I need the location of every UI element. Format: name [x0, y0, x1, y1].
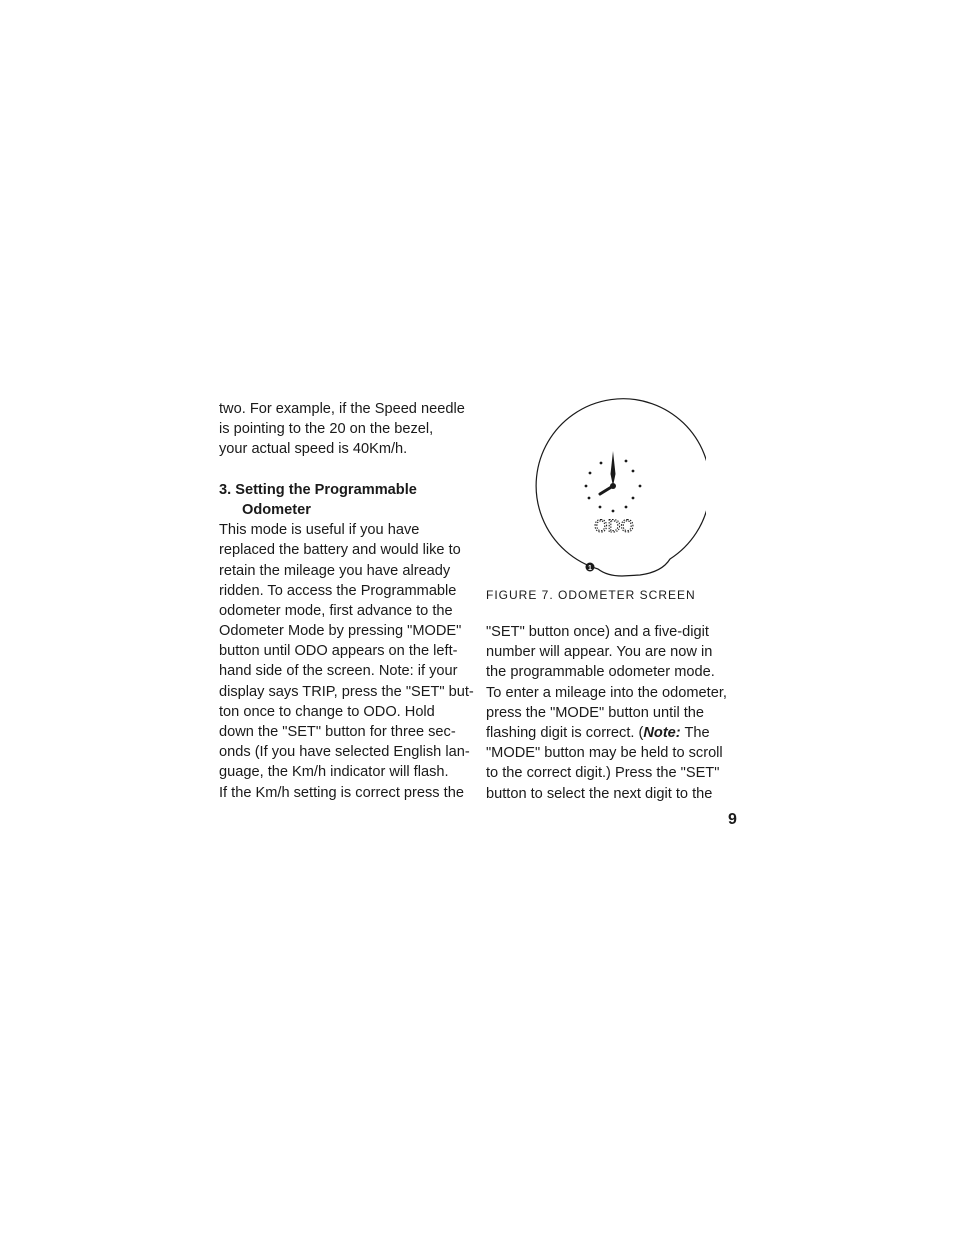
note-line-suffix: The [680, 724, 710, 741]
body-line: ridden. To access the Programmable [219, 582, 457, 599]
left-column [219, 399, 481, 803]
paragraph-gap [219, 460, 481, 480]
body-line: to the correct digit.) Press the "SET" [486, 765, 720, 782]
odometer-screen-drawing [522, 394, 706, 582]
intro-line: your actual speed is 40Km/h. [219, 441, 408, 458]
body-line: replaced the battery and would like to [219, 542, 461, 559]
speed-needle [611, 451, 616, 486]
note-label: Note: [643, 724, 681, 741]
body-line: onds (If you have selected English lan- [219, 744, 470, 761]
callout-marker-label: 1 [588, 565, 592, 572]
display-lens-outline [536, 399, 706, 576]
body-line: odometer mode, first advance to the [219, 602, 453, 619]
body-line: button until ODO appears on the left- [219, 643, 458, 660]
right-column [486, 622, 738, 804]
body-line: retain the mileage you have already [219, 562, 451, 579]
body-line: down the "SET" button for three sec- [219, 724, 456, 740]
body-line: This mode is useful if you have [219, 522, 420, 539]
page-number: 9 [728, 811, 737, 828]
needle-hub [610, 483, 616, 489]
intro-line: is pointing to the 20 on the bezel, [219, 421, 434, 438]
body-line: ton once to change to ODO. Hold [219, 703, 435, 720]
figure-caption: FIGURE 7. ODOMETER SCREEN [486, 588, 696, 602]
body-line: "MODE" button may be held to scroll [486, 745, 723, 762]
section-heading: 3. Setting the Programmable [219, 481, 417, 498]
note-line [486, 723, 738, 743]
body-line: number will appear. You are now in [486, 644, 713, 661]
note-line-prefix: flashing digit is correct. ( [486, 724, 644, 741]
body-line: button to select the next digit to the [486, 785, 713, 802]
body-line: the programmable odometer mode. [486, 664, 715, 681]
body-line: "SET" button once) and a five-digit [486, 624, 709, 640]
body-line: press the "MODE" button until the [486, 704, 705, 721]
odometer-screen-figure [522, 394, 706, 582]
odo-display-text: ODO [594, 517, 634, 537]
body-line: guage, the Km/h indicator will flash. [219, 764, 449, 781]
body-line: hand side of the screen. Note: if your [219, 663, 458, 680]
body-line: display says TRIP, press the "SET" but- [219, 683, 474, 700]
intro-line: two. For example, if the Speed needle [219, 401, 465, 417]
section-heading-continued: Odometer [242, 501, 311, 518]
body-line: To enter a mileage into the odometer, [486, 684, 727, 701]
body-line: Odometer Mode by pressing "MODE" [219, 623, 462, 640]
body-line: If the Km/h setting is correct press the [219, 784, 464, 801]
